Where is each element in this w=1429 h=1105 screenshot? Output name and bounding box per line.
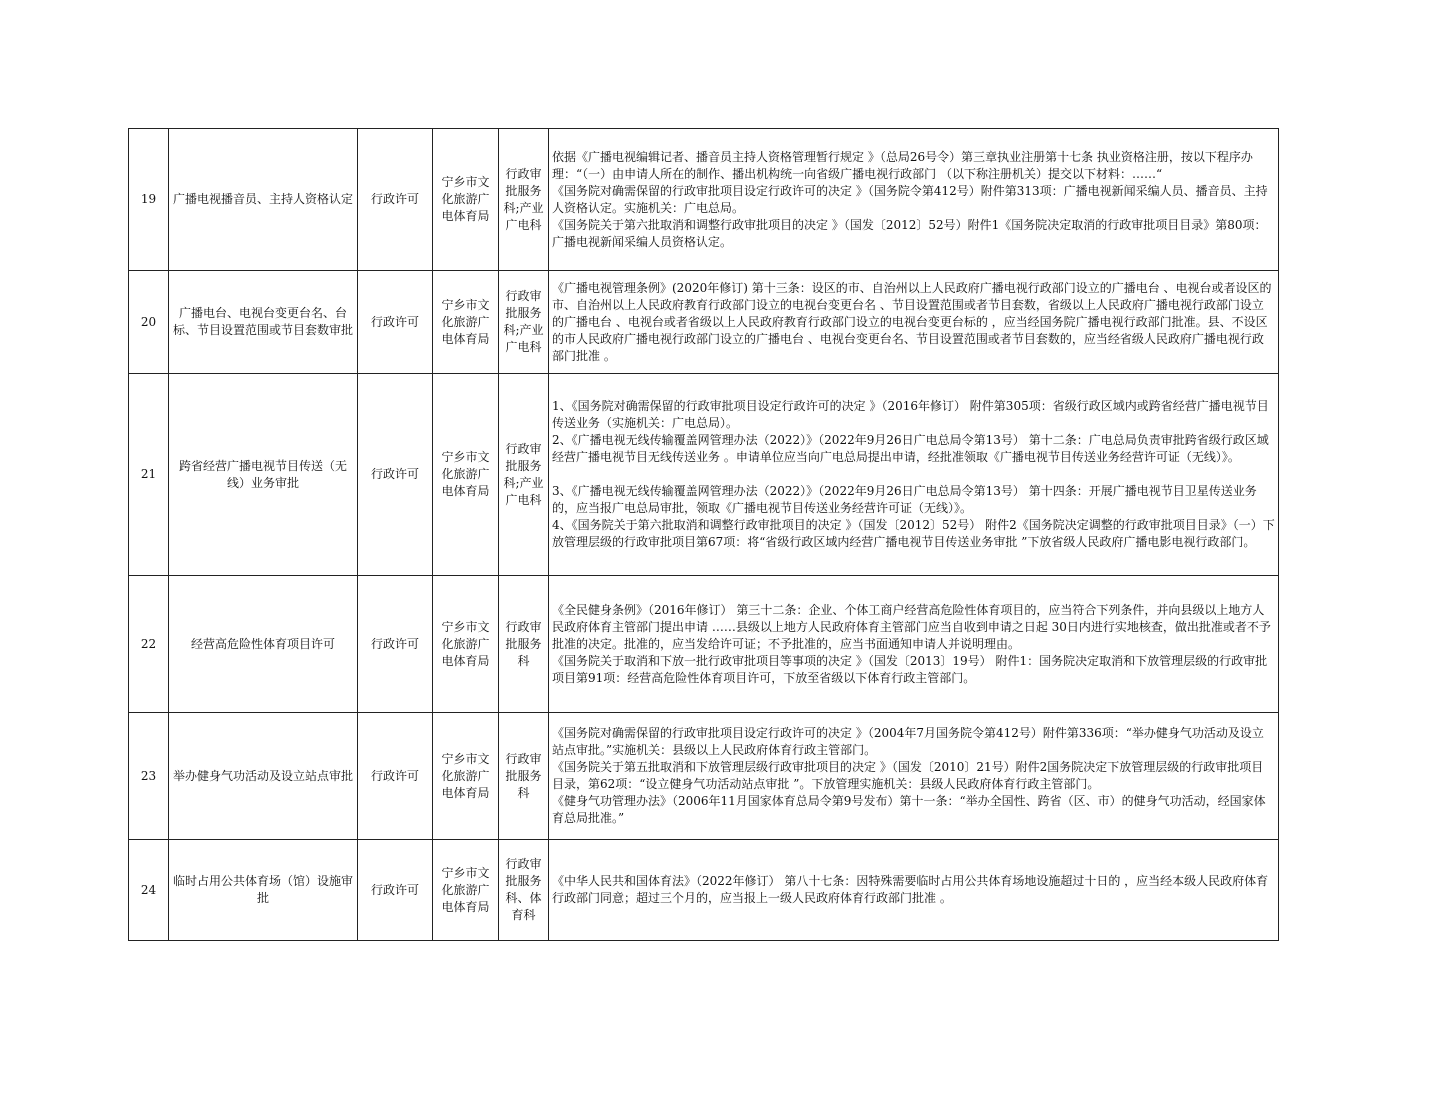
legal-basis: [549, 576, 1279, 713]
table-row: [129, 374, 1279, 576]
responsible-department: 行政审批服务科: [499, 576, 549, 713]
item-name: 经营高危险性体育项目许可: [169, 576, 358, 713]
table-row: [129, 840, 1279, 941]
legal-basis-paragraph: 《广播电视管理条例》(2020年修订) 第十三条：设区的市、自治州以上人民政府广播电视行政部门设立的广播电台 、电视台或者设区的市、自治州以上人民政府教育行政部门设立的电视台变更台名 、节目设置范围或者节目套数，省级以上人民政府广播电视行政部门设立的广播电台 、电视台或者省级以上人民政府教育行政部门设立的电视台变更台标的 ，应当经国务院广播电视行政部门批准。县、不设区的市人民政府广播电视行政部门设立的广播电台 、电视台变更台名、节目设置范围或者节目套数的，应当经省级人民政府广播电视行政部门批准 。: [552, 280, 1272, 363]
row-number: 19: [129, 129, 169, 271]
legal-basis-paragraph: 《健身气功管理办法》（2006年11月国家体育总局令第9号发布）第十一条：“举办全国性、跨省（区、市）的健身气功活动，经国家体育总局批准。”: [552, 794, 1266, 825]
legal-basis-paragraph: 《全民健身条例》（2016年修订） 第三十二条：企业、个体工商户经营高危险性体育项目的，应当符合下列条件，并向县级以上地方人民政府体育主管部门提出申请 ……县级以上地方人民政府体育主管部门应当自收到申请之日起 30日内进行实地核查，做出批准或者不予批准的决定。批准的，应当发给许可证；不予批准的，应当书面通知申请人并说明理由。: [552, 602, 1271, 651]
item-type: 行政许可: [358, 374, 433, 576]
legal-basis: [549, 713, 1279, 840]
table-row: [129, 271, 1279, 374]
implementing-agency: 宁乡市文化旅游广电体育局: [433, 713, 499, 840]
implementing-agency: 宁乡市文化旅游广电体育局: [433, 840, 499, 941]
responsible-department: 行政审批服务科: [499, 713, 549, 840]
responsible-department: 行政审批服务科、体育科: [499, 840, 549, 941]
item-type: 行政许可: [358, 840, 433, 941]
item-type: 行政许可: [358, 271, 433, 374]
legal-basis-paragraph: 《国务院对确需保留的行政审批项目设定行政许可的决定 》（国务院令第412号）附件第313项：广播电视新闻采编人员、播音员、主持人资格认定。实施机关：广电总局。: [552, 183, 1268, 215]
row-number: 22: [129, 576, 169, 713]
item-name: 举办健身气功活动及设立站点审批: [169, 713, 358, 840]
implementing-agency: 宁乡市文化旅游广电体育局: [433, 271, 499, 374]
responsible-department: 行政审批服务科;产业广电科: [499, 129, 549, 271]
legal-basis-paragraph: 3、《广播电视无线传输覆盖网管理办法（2022）》（2022年9月26日广电总局令第13号） 第十四条：开展广播电视节目卫星传送业务的，应当报广电总局审批，领取《广播电视节目传送业务经营许可证（无线）》。: [552, 484, 1257, 515]
item-name: 广播电视播音员、主持人资格认定: [169, 129, 358, 271]
legal-basis-blank-line: [552, 466, 1275, 483]
item-name: 临时占用公共体育场（馆）设施审批: [169, 840, 358, 941]
legal-basis-paragraph: 1、《国务院对确需保留的行政审批项目设定行政许可的决定 》（2016年修订） 附件第305项：省级行政区域内或跨省经营广播电视节目传送业务（实施机关：广电总局）。: [552, 399, 1269, 430]
item-name: 跨省经营广播电视节目传送（无线）业务审批: [169, 374, 358, 576]
legal-basis-paragraph: 《国务院关于第五批取消和下放管理层级行政审批项目的决定 》（国发〔2010〕21号）附件2国务院决定下放管理层级的行政审批项目目录，第62项：“设立健身气功活动站点审批 ”。下放管理实施机关：县级人民政府体育行政主管部门。: [552, 760, 1264, 791]
table-row: [129, 576, 1279, 713]
table-row: [129, 129, 1279, 271]
legal-basis: [549, 374, 1279, 576]
legal-basis-paragraph: 《中华人民共和国体育法》（2022年修订） 第八十七条：因特殊需要临时占用公共体育场地设施超过十日的 ，应当经本级人民政府体育行政部门同意；超过三个月的，应当报上一级人民政府体育行政部门批准 。: [552, 874, 1269, 905]
approval-items-table: [128, 128, 1279, 941]
implementing-agency: 宁乡市文化旅游广电体育局: [433, 374, 499, 576]
row-number: 21: [129, 374, 169, 576]
legal-basis: [549, 271, 1279, 374]
legal-basis-paragraph: 《国务院对确需保留的行政审批项目设定行政许可的决定 》（2004年7月国务院令第412号）附件第336项：“举办健身气功活动及设立站点审批。”实施机关：县级以上人民政府体育行政主管部门。: [552, 726, 1264, 757]
implementing-agency: 宁乡市文化旅游广电体育局: [433, 576, 499, 713]
responsible-department: 行政审批服务科;产业广电科: [499, 271, 549, 374]
responsible-department: 行政审批服务科;产业广电科: [499, 374, 549, 576]
row-number: 24: [129, 840, 169, 941]
item-type: 行政许可: [358, 576, 433, 713]
legal-basis-paragraph: 《国务院关于第六批取消和调整行政审批项目的决定 》（国发〔2012〕52号）附件1《国务院决定取消的行政审批项目目录》第80项：广播电视新闻采编人员资格认定。: [552, 217, 1267, 249]
legal-basis-paragraph: 2、《广播电视无线传输覆盖网管理办法（2022）》（2022年9月26日广电总局令第13号） 第十二条：广电总局负责审批跨省级行政区域经营广播电视节目无线传送业务 。申请单位应当向广电总局提出申请，经批准领取《广播电视节目传送业务经营许可证（无线）》。: [552, 433, 1269, 464]
row-number: 23: [129, 713, 169, 840]
row-number: 20: [129, 271, 169, 374]
implementing-agency: 宁乡市文化旅游广电体育局: [433, 129, 499, 271]
item-name: 广播电台、电视台变更台名、台标、节目设置范围或节目套数审批: [169, 271, 358, 374]
legal-basis: [549, 840, 1279, 941]
legal-basis-paragraph: 依据《广播电视编辑记者、播音员主持人资格管理暂行规定 》（总局26号令）第三章执业注册第十七条 执业资格注册，按以下程序办理：“（一）由申请人所在的制作、播出机构统一向省级广播电视行政部门 （以下称注册机关）提交以下材料：……“: [552, 149, 1253, 181]
legal-basis-paragraph: 《国务院关于取消和下放一批行政审批项目等事项的决定 》（国发〔2013〕19号） 附件1：国务院决定取消和下放管理层级的行政审批项目第91项：经营高危险性体育项目许可，下放至省级以下体育行政主管部门。: [552, 653, 1268, 685]
item-type: 行政许可: [358, 129, 433, 271]
table-row: [129, 713, 1279, 840]
legal-basis-paragraph: 4、《国务院关于第六批取消和调整行政审批项目的决定 》（国发〔2012〕52号） 附件2《国务院决定调整的行政审批项目目录》（一）下放管理层级的行政审批项目第67项：将“省级行政区域内经营广播电视节目传送业务审批 ”下放省级人民政府广播电影电视行政部门。: [552, 518, 1275, 549]
legal-basis: [549, 129, 1279, 271]
item-type: 行政许可: [358, 713, 433, 840]
